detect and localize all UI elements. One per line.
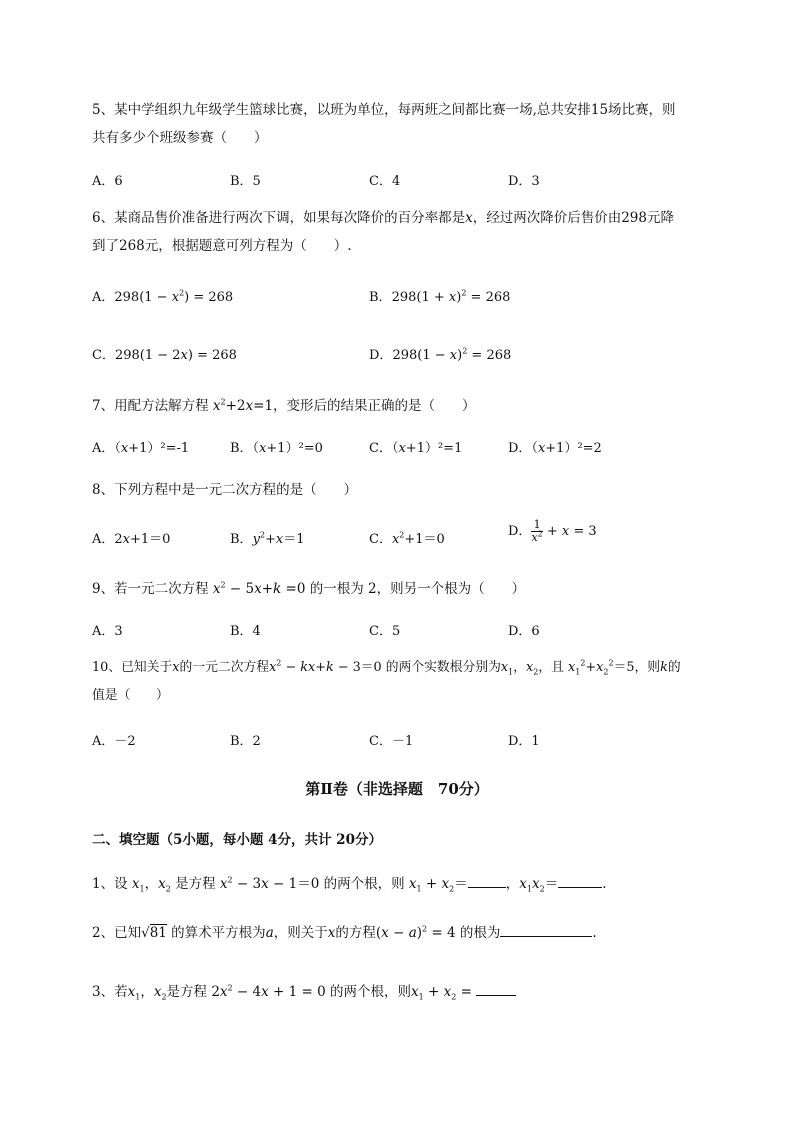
q6-option-c: C．298(1 − 2x) = 268 [92, 348, 237, 363]
q9-option-c: C．5 [369, 624, 401, 639]
q9-option-b: B．4 [230, 624, 261, 639]
question-6 [92, 204, 742, 260]
question-10 [92, 654, 742, 710]
answer-blank[interactable] [468, 875, 506, 888]
question-7: 7、用配方法解方程 $x^2+2x=1$，变形后的结果正确的是（ ） [92, 397, 476, 414]
q6-option-a: A．$298(1 - x^2) = 268$ [92, 288, 234, 305]
question-6-line1: 6、某商品售价准备进行两次下调，如果每次降价的百分率都是x，经过两次降价后售价由298元降 [92, 210, 674, 226]
question-8: 8、下列方程中是一元二次方程的是（ ） [92, 482, 358, 498]
question-5-line1: 5、某中学组织九年级学生篮球比赛，以班为单位，每两班之间都比赛一场,总共安排15场比赛，则 [92, 102, 676, 118]
q5-option-c: C．4 [369, 174, 401, 189]
q9-option-a: A．3 [92, 624, 123, 639]
fraction: $\frac{1}{x^2}$ [531, 518, 543, 544]
section-subtitle: 二、填空题（5小题，每小题 4分，共计 20分） [92, 832, 382, 848]
question-5 [92, 96, 742, 152]
q5-option-d: D．3 [508, 174, 540, 189]
q10-option-d: D．1 [508, 734, 540, 749]
q6-option-d: D．$298(1 - x)^2 = 268$ [369, 346, 512, 363]
sqrt-81: √81 [141, 925, 167, 941]
section-title: 第Ⅱ卷（非选择题 70分） [305, 780, 489, 798]
q5-option-b: B．5 [230, 174, 261, 189]
fill-question-3: 3、若$x_1$，$x_2$是方程 $2x^2 - 4x + 1 = 0$ 的两个根，则$x_1 + x_2$ = [92, 980, 516, 1000]
question-10-line1: 10、已知关于x的一元二次方程$x^2 - kx+k - 3=0$ 的两个实数根分别为$x_1$，$x_2$，且 $x_1^2+x_2^2=5$，则k的 [92, 658, 681, 677]
answer-blank[interactable] [476, 983, 516, 996]
q7-option-c: C．（x+1）²=1 [369, 441, 463, 456]
question-10-line2: 值是（ ） [92, 688, 169, 703]
q10-option-c: C．－1 [369, 734, 414, 749]
q5-option-a: A．6 [92, 174, 123, 189]
q8-option-d: D． $\frac{1}{x^2}$ + x = 3 [508, 518, 597, 544]
answer-blank[interactable] [500, 924, 592, 937]
q6-option-b: B．$298(1 + x)^2 = 268$ [369, 288, 511, 305]
q7-option-a: A．（x+1）²=-1 [92, 441, 190, 456]
q9-option-d: D．6 [508, 624, 540, 639]
q8-option-c: C．$x^2+1=0$ [369, 530, 445, 547]
fill-question-1: 1、设 $x_1$，$x_2$ 是方程 $x^2 - 3x - 1=0$ 的两个根，则 $x_1 + x_2=$ ，$x_1x_2=$ . [92, 875, 607, 894]
q8-option-b: B．$y^2+x=1$ [230, 530, 305, 547]
q7-option-d: D．（x+1）²=2 [508, 441, 602, 456]
q10-option-b: B．2 [230, 734, 261, 749]
q10-option-a: A．－2 [92, 734, 136, 749]
question-6-line2: 到了268元，根据题意可列方程为（ ）. [92, 238, 352, 254]
fill-question-2: 2、已知√81 的算术平方根为a，则关于x的方程$(x - a)^2 = 4$ 的根为 . [92, 924, 597, 941]
q7-option-b: B．（x+1）²=0 [230, 441, 323, 456]
q8-option-a: A．2x+1＝0 [92, 532, 171, 547]
question-5-line2: 共有多少个班级参赛（ ） [92, 130, 268, 146]
answer-blank[interactable] [558, 875, 602, 888]
question-9: 9、若一元二次方程 $x^2 - 5x+k =0$ 的一根为 2，则另一个根为（ ） [92, 580, 526, 597]
